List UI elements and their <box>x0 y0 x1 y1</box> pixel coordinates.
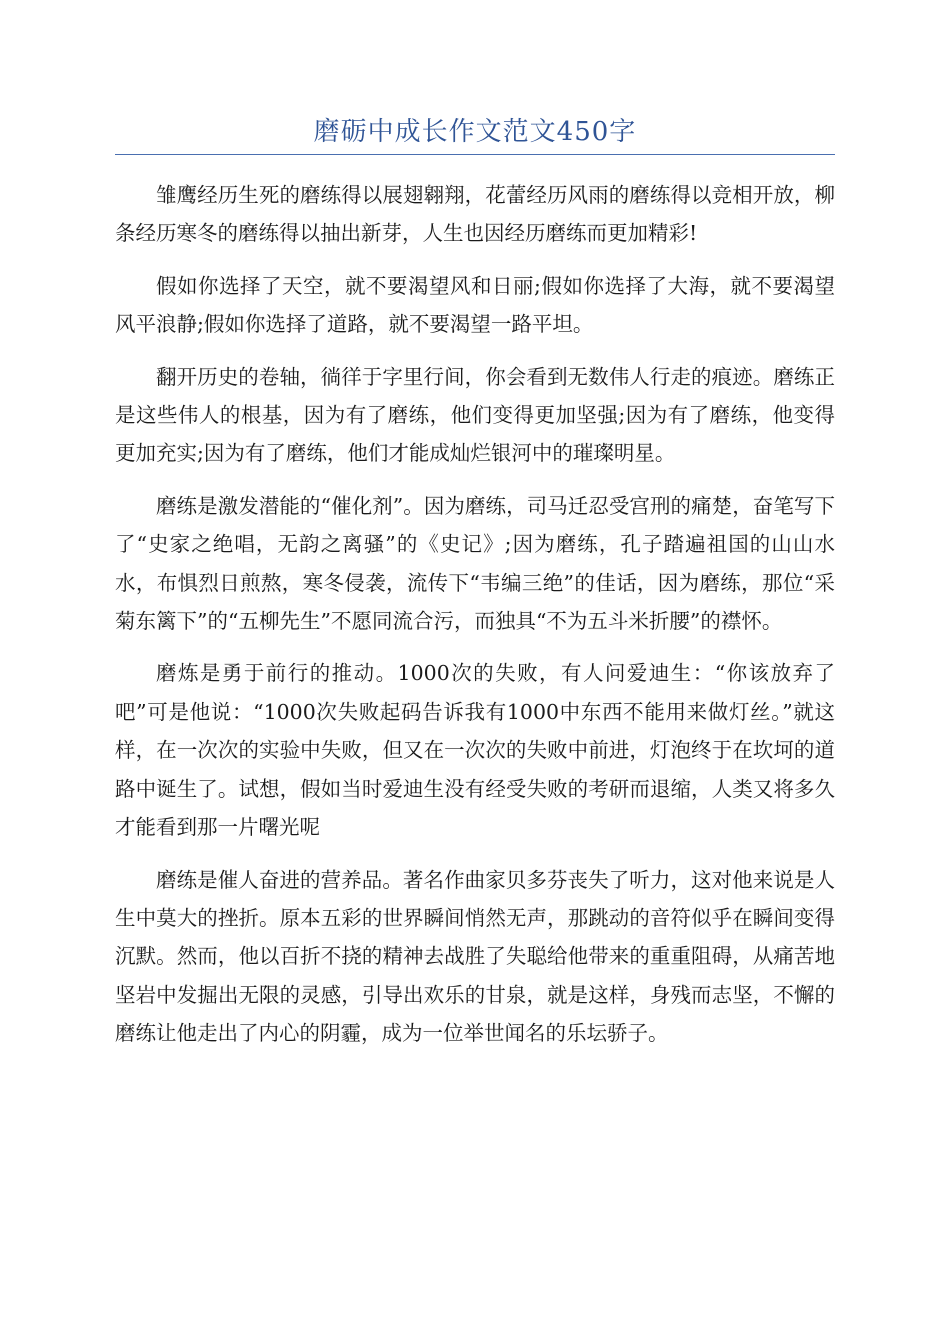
paragraph-1: 雏鹰经历生死的磨练得以展翅翱翔，花蕾经历风雨的磨练得以竞相开放，柳条经历寒冬的磨练得以抽出新芽，人生也因经历磨练而更加精彩! <box>115 183 835 246</box>
paragraph-2: 假如你选择了天空，就不要渴望风和日丽;假如你选择了大海，就不要渴望风平浪静;假如你选择了道路，就不要渴望一路平坦。 <box>115 273 835 337</box>
paragraph-5: 磨炼是勇于前行的推动。1000次的失败，有人问爱迪生：“你该放弃了吧”可是他说：“1000次失败起码告诉我有1000中东西不能用来做灯丝。”就这样，在一次次的实验中失败，但又在一次次的失败中前进，灯泡终于在坎坷的道路中诞生了。试想，假如当时爱迪生没有经受失败的考研而退缩，人类又将多久才能看到那一片曙光呢 <box>115 661 835 840</box>
paragraph-4: 磨练是激发潜能的“催化剂”。因为磨练，司马迁忍受宫刑的痛楚，奋笔写下了“史家之绝唱，无韵之离骚”的《史记》;因为磨练，孔子踏遍祖国的山山水水，布惧烈日煎熬，寒冬侵袭，流传下“韦编三绝”的佳话，因为磨练，那位“采菊东篱下”的“五柳先生”不愿同流合污，而独具“不为五斗米折腰”的襟怀。 <box>115 493 835 634</box>
document-title: 磨砺中成长作文范文450字 <box>313 117 637 147</box>
title-underline <box>115 154 835 155</box>
document-body <box>115 176 835 1067</box>
paragraph-6: 磨练是催人奋进的营养品。著名作曲家贝多芬丧失了听力，这对他来说是人生中莫大的挫折。原本五彩的世界瞬间悄然无声，那跳动的音符似乎在瞬间变得沉默。然而，他以百折不挠的精神去战胜了失聪给他带来的重重阻碍，从痛苦地坚岩中发掘出无限的灵感，引导出欢乐的甘泉，就是这样，身残而志坚，不懈的磨练让他走出了内心的阴霾，成为一位举世闻名的乐坛骄子。 <box>115 867 835 1046</box>
paragraph-3: 翻开历史的卷轴，徜徉于字里行间，你会看到无数伟人行走的痕迹。磨练正是这些伟人的根基，因为有了磨练，他们变得更加坚强;因为有了磨练，他变得更加充实;因为有了磨练，他们才能成灿烂银河中的璀璨明星。 <box>115 364 835 466</box>
